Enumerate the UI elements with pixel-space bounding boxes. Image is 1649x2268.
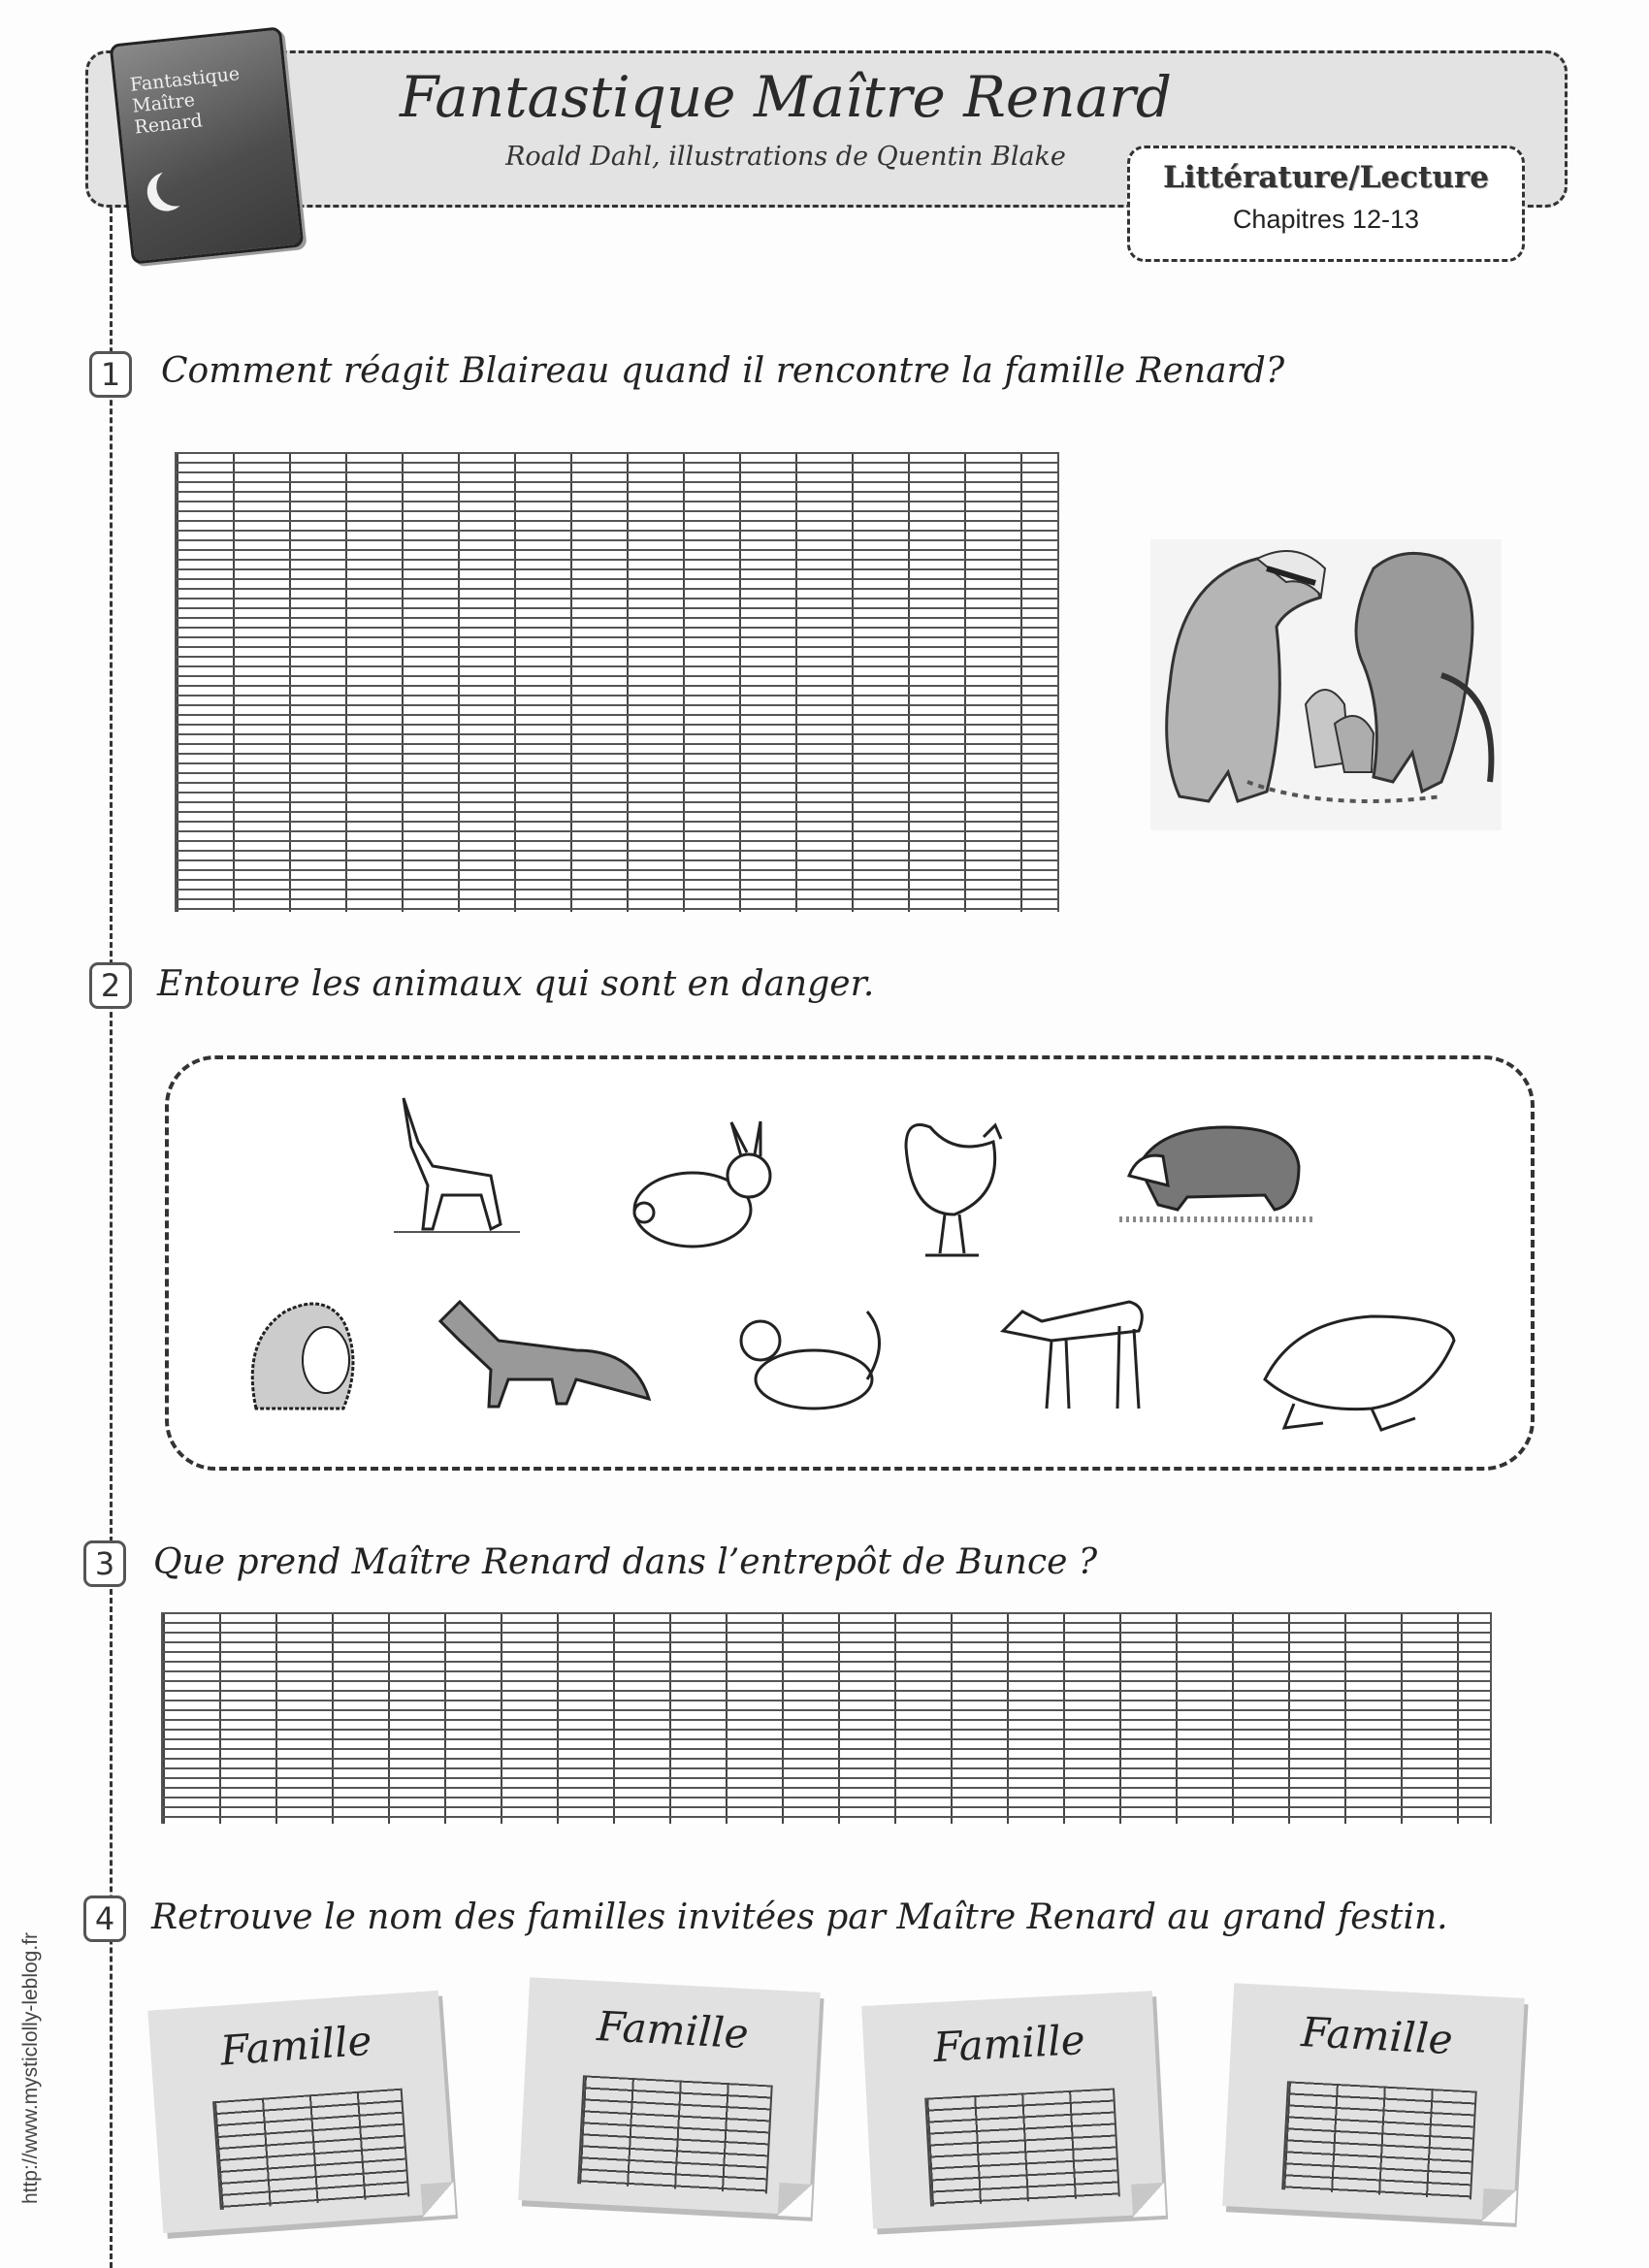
badger-image[interactable]	[1119, 1108, 1313, 1234]
fawn-image[interactable]	[993, 1273, 1158, 1418]
question-text-3: Que prend Maître Renard dans l’entrepôt de Bunce ?	[153, 1542, 1098, 1582]
section-label: Littérature/Lecture	[1163, 160, 1489, 195]
question-text-4: Retrouve le nom des familles invitées par Maître Renard au grand festin.	[151, 1897, 1448, 1937]
fox-image[interactable]	[431, 1292, 654, 1418]
hedgehog-image[interactable]	[237, 1282, 372, 1428]
website-url: http://www.mysticlolly-leblog.fr	[19, 1931, 42, 2205]
mole-image[interactable]	[1255, 1302, 1469, 1438]
weasel-image[interactable]	[722, 1302, 896, 1428]
page-fold	[778, 2183, 813, 2218]
family-card-grid[interactable]	[1281, 2081, 1477, 2199]
answer-grid-1[interactable]	[175, 452, 1059, 912]
family-card-label: Famille	[1300, 2008, 1454, 2064]
family-card-grid[interactable]	[212, 2089, 409, 2210]
family-card-grid[interactable]	[924, 2088, 1120, 2206]
family-card-label: Famille	[596, 2002, 750, 2058]
page-subtitle: Roald Dahl, illustrations de Quentin Blake	[505, 142, 1066, 172]
family-card-label: Famille	[218, 2016, 373, 2075]
margin-line	[110, 208, 113, 2268]
family-card-1[interactable]	[147, 1991, 453, 2233]
hen-image[interactable]	[887, 1108, 1013, 1263]
section-box	[1127, 146, 1525, 262]
question-number-4: 4	[83, 1895, 126, 1942]
page-fold	[421, 2182, 456, 2217]
page-title: Fantastique Maître Renard	[399, 64, 1173, 130]
question-number-1: 1	[89, 351, 132, 398]
moon-icon	[154, 166, 197, 209]
wolf-image[interactable]	[374, 1088, 530, 1244]
question-text-1: Comment réagit Blaireau quand il rencontre la famille Renard?	[161, 351, 1285, 391]
animals-box	[165, 1055, 1535, 1471]
book-cover-title: Fantastique Maître Renard	[128, 63, 242, 139]
family-card-grid[interactable]	[577, 2075, 773, 2193]
rabbit-image[interactable]	[625, 1118, 780, 1253]
family-card-2[interactable]	[518, 1977, 821, 2215]
family-card-3[interactable]	[861, 1991, 1164, 2228]
page-fold	[1482, 2188, 1517, 2223]
page-fold	[1131, 2183, 1166, 2218]
chapters-label: Chapitres 12-13	[1232, 205, 1420, 234]
question-text-2: Entoure les animaux qui sont en danger.	[157, 964, 875, 1004]
family-card-4[interactable]	[1222, 1983, 1525, 2220]
book-cover-image	[110, 26, 305, 264]
family-card-label: Famille	[932, 2016, 1086, 2072]
answer-grid-3[interactable]	[161, 1612, 1492, 1824]
question-number-2: 2	[89, 962, 132, 1009]
badger-fox-illustration	[1150, 539, 1502, 830]
question-number-3: 3	[83, 1540, 126, 1587]
